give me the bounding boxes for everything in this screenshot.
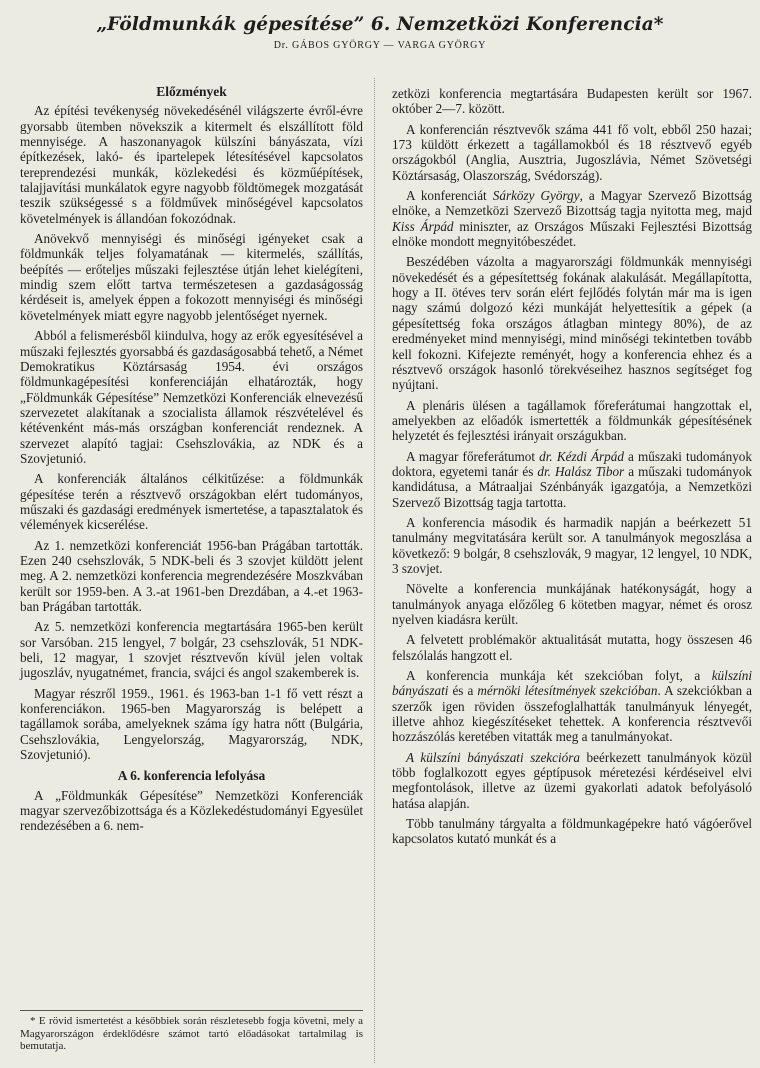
person-name: dr. Kézdi Árpád bbox=[539, 448, 624, 464]
emphasis: A külszíni bányászati szekcióra bbox=[406, 749, 580, 765]
section-heading-background: Előzmények bbox=[156, 84, 227, 99]
paragraph: A „Földmunkák Gépesítése” Nemzetközi Konferenciák magyar szervezőbizottsága és a Közlekedéstudományi Egyesület rendezésében a 6. nem- bbox=[20, 787, 363, 834]
paragraph: A konferencia második és harmadik napján a beérkezett 51 tanulmány megvitatására került sor. A tanulmányok megoszlása a következő: 9 bolgár, 8 csehszlovák, 9 magyar, 12 lengyel, 10 NDK, 3 szovjet. bbox=[392, 514, 752, 576]
emphasis: mérnöki létesítmények szekcióban bbox=[477, 683, 658, 699]
right-column bbox=[392, 86, 752, 852]
paragraph: A konferenciát Sárközy György, a Magyar Szervező Bizottság elnöke, a Nemzetközi Szervező Bizottság tagja nyitotta meg, majd Kiss Árpád miniszter, az Országos Műszaki Fejlesztési Bizottság elnöke mondott megnyitóbeszédet. bbox=[392, 188, 752, 250]
paragraph: zetközi konferencia megtartására Budapesten került sor 1967. október 2—7. között. bbox=[392, 86, 752, 117]
footnote-text: * E rövid ismertetést a későbbiek során részletesebb fogja követni, mely a Magyarországon érdeklődésre számot tartó előadásokat tartalmilag is bemutatja. bbox=[20, 1015, 363, 1053]
person-name: Sárközy György bbox=[492, 188, 580, 204]
paragraph: Abból a felismerésből kiindulva, hogy az erők egyesítésével a műszaki fejlesztés gyorsabbá és gazdaságosabbá tehető, a Német Demokratikus Köztársaság 1954. évi országos földmunkagépesítési konferenciáján elhatározták, hogy „Földmunkák Gépesítése” Nemzetközi Konferenciák elnevezésű szervezetet alakítanak a szocialista államok részvételével és kétévenként más-más országban konferenciát rendeznek. A szervezet alapító tagjai: Csehszlovákia, az NDK és a Szovjetunió. bbox=[20, 328, 363, 466]
emphasis: külszíni bányászati bbox=[392, 668, 752, 699]
paragraph: A felvetett problémakör aktualitását mutatta, hogy összesen 46 felszólalás hangzott el. bbox=[392, 632, 752, 663]
column-divider bbox=[374, 78, 375, 1063]
paragraph: A konferenciák általános célkitűzése: a földmunkák gépesítése terén a résztvevő országokban elért tudományos, műszaki és gazdasági eredmények ismertetése, a tapasztalatok és vélemények kicserélése. bbox=[20, 471, 363, 533]
article-title: „Földmunkák gépesítése” 6. Nemzetközi Konferencia* bbox=[96, 14, 664, 35]
footnote bbox=[20, 1010, 363, 1053]
paragraph: Több tanulmány tárgyalta a földmunkagépekre ható vágóerővel kapcsolatos kutató munkát és a bbox=[392, 816, 752, 847]
section-heading-proceedings: A 6. konferencia lefolyása bbox=[117, 768, 266, 784]
person-name: dr. Halász Tibor bbox=[537, 463, 625, 479]
paragraph: Növelte a konferencia munkájának hatékonyságát, hogy a tanulmányok anyaga előzőleg 6 kötetben magyar, német és orosz nyelven kiadásra került. bbox=[392, 581, 752, 627]
left-column bbox=[20, 84, 363, 839]
paragraph: Beszédében vázolta a magyarországi földmunkák mennyiségi növekedését és a gépesítettség fokának alakulását. Megállapította, hogy a II. ötéves terv során elért fejlődés folytán már ma is igen nagy számú dolgozó kézi munkáját helyettesítik a gépek (a gépesítettség foka országos átlagban mintegy 80%), de az eredményeket mind mennyiségi, mind minőségi tekintetben tovább kell fokozni. Kifejezte reményét, hogy a konferencia ehhez és a résztvevő országok hasonló törekvéseihez hasznos segítséget fog nyújtani. bbox=[392, 254, 752, 393]
paragraph: Magyar részről 1959., 1961. és 1963-ban 1-1 fő vett részt a konferenciákon. 1965-ben Magyarország is belépett a tagállamok sorába, amelyeknek száma így hatra nőtt (Bulgária, Csehszlovákia, Lengyelország, Magyarország, NDK, Szovjetunió). bbox=[20, 685, 363, 763]
paragraph: Az 1. nemzetközi konferenciát 1956-ban Prágában tartották. Ezen 240 csehszlovák, 5 NDK-beli és 3 szovjet küldött jelent meg. A 2. nemzetközi konferencia megrendezésére Moszkvában került sor 1959-ben. A 3.-at 1961-ben Drezdában, a 4.-et 1963-ban Prágában tartották. bbox=[20, 537, 363, 614]
paragraph: A plenáris ülésen a tagállamok főreferátumai hangzottak el, amelyekben az előadók ismertették a földmunkák gépesítésének helyzetét és fejlesztési irányait országukban. bbox=[392, 397, 752, 444]
article-authors: Dr. GÁBOS GYÖRGY — VARGA GYÖRGY bbox=[273, 40, 487, 51]
paragraph: A konferencia munkája két szekcióban folyt, a külszíni bányászati és a mérnöki létesítmények szekcióban. A szekciókban a szerzők igen röviden összefoglalhatták tanulmányuk lényegét, illetve ahhoz kiegészítéseket tehettek. A konferencia résztvevői hozzászólás keretében vitatták meg a tanulmányokat. bbox=[392, 668, 752, 745]
paragraph: A konferencián résztvevők száma 441 fő volt, ebből 250 hazai; 173 küldött érkezett a tagállamokból és 18 résztvevő egyéb országokból (Anglia, Ausztria, Jugoszlávia, Német Szövetségi Köztársaság, Olaszország, Svédország). bbox=[392, 121, 752, 183]
paragraph: Az 5. nemzetközi konferencia megtartására 1965-ben került sor Varsóban. 215 lengyel, 7 bolgár, 23 csehszlovák, 51 NDK-beli, 12 magyar, 1 szovjet résztvevőn kívül jelen voltak jugoszláv, nyugatnémet, francia, svájci és angol szakemberek is. bbox=[20, 619, 363, 681]
paragraph: A külszíni bányászati szekcióra beérkezett tanulmányok közül több foglalkozott egyes géptípusok méretezési kérdéseivel elvi megfontolások, illetve az üzemi gyakorlati adatok befolyásoló hatása alapján. bbox=[392, 749, 752, 811]
paragraph: A magyar főreferátumot dr. Kézdi Árpád a műszaki tudományok doktora, egyetemi tanár és dr. Halász Tibor a műszaki tudományok kandidátusa, a Mátraaljai Szénbányák igazgatója, a Nemzetközi Szervező Bizottság tagja tartotta. bbox=[392, 448, 753, 510]
paragraph: Anövekvő mennyiségi és minőségi igényeket csak a földmunkák teljes folyamatának — kitermelés, szállítás, beépítés — erőteljes műszaki fejlesztése útján lehet kielégíteni, mindig szem előtt tartva természetesen a gazdaságosság kérdéseit is, amelyek éppen a fokozott mennyiségi és minőségi követelmények miatt egyre nagyobb jelentőséget nyernek. bbox=[20, 231, 363, 323]
person-name: Kiss Árpád bbox=[392, 218, 454, 234]
paragraph: Az építési tevékenység növekedésénél világszerte évről-évre gyorsabb ütemben növekszik a kitermelt és elszállított föld mennyisége. A haszonanyagok külszíni bányászata, vízi építkezések, lakó- és ipartelepek létesítésével kapcsolatos tereprendezési munkák, közlekedési és közműépítések, talajjavítási munkálatok egyre nagyobb földtömegek mozgatását teszik szükségessé s a földművek minőségével kapcsolatos követelmények is állandóan fokozódnak. bbox=[20, 103, 363, 226]
